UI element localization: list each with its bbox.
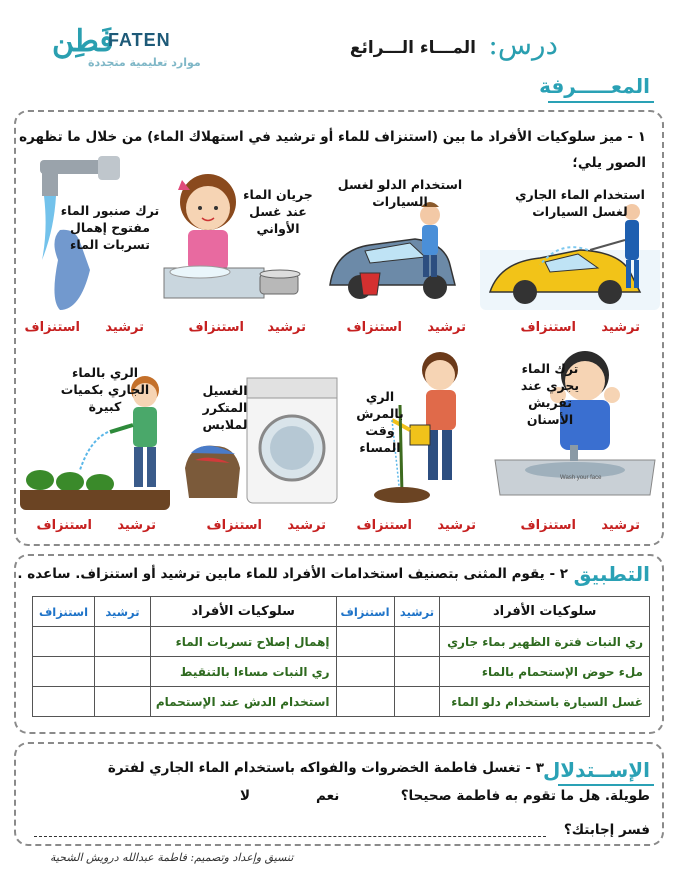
section-reasoning-underline [558, 784, 654, 786]
choice-istinzaf-r1c1[interactable]: استنزاف [520, 320, 576, 335]
card-label-washing-machine: الغسيل المتكرر لملابس [202, 383, 248, 432]
card-label-watering-can: الري بالمرش وقت المساء [356, 389, 404, 455]
col-behaviors-right: سلوكيات الأفراد [440, 597, 650, 627]
question2-text: ٢ - يقوم المثنى بتصنيف استخدامات الأفراد للماء مابين ترشيد أو استنزاف. ساعده . [17, 566, 568, 582]
choice-tarsheed-r2c3[interactable]: ترشيد [287, 518, 326, 533]
section-knowledge-underline [548, 101, 654, 103]
table-cell-answer[interactable] [95, 657, 151, 687]
table-cell-answer[interactable] [33, 657, 95, 687]
table-row [33, 687, 650, 717]
question3-line1: ٣ - تغسل فاطمة الخضروات والفواكه باستخدام الماء الجاري لفترة [107, 760, 544, 776]
table-cell-answer[interactable] [95, 687, 151, 717]
choice-istinzaf-r2c2[interactable]: استنزاف [356, 518, 412, 533]
choice-tarsheed-r2c2[interactable]: ترشيد [437, 518, 476, 533]
table-cell-answer[interactable] [336, 657, 394, 687]
table-cell-answer[interactable] [394, 657, 440, 687]
card-label-running-water-car: استخدام الماء الجاري لغسل السيارات [515, 187, 645, 219]
table-cell-answer[interactable] [33, 627, 95, 657]
choice-tarsheed-r1c3[interactable]: ترشيد [267, 320, 306, 335]
card-label-dishes: جريان الماء عند غسل الأواني [243, 187, 313, 236]
table-cell-answer[interactable] [336, 627, 394, 657]
section-reasoning-title: الإســتدلال [542, 758, 650, 782]
choice-istinzaf-r2c4[interactable]: استنزاف [36, 518, 92, 533]
table-row [33, 627, 650, 657]
table-cell-answer[interactable] [394, 687, 440, 717]
col-tarsheed-left: ترشيد [95, 597, 151, 627]
col-behaviors-left: سلوكيات الأفراد [150, 597, 336, 627]
card-label-faucet: ترك صنبور الماء مفتوح إهمال تسربات الماء [60, 203, 160, 252]
choice-istinzaf-r1c3[interactable]: استنزاف [188, 320, 244, 335]
choice-istinzaf-r1c2[interactable]: استنزاف [346, 320, 402, 335]
table-cell-answer[interactable] [394, 627, 440, 657]
table-cell-behavior: إهمال إصلاح تسربات الماء [150, 627, 336, 657]
card-label-bucket-car: استخدام الدلو لغسل السيارات [337, 177, 463, 209]
section-application-title: التطبيق [573, 562, 650, 586]
table-cell-answer[interactable] [33, 687, 95, 717]
choice-istinzaf-r2c3[interactable]: استنزاف [206, 518, 262, 533]
logo-arabic: فَطِن [52, 24, 114, 59]
footer-credit: تنسيق وإعداد وتصميم: فاطمة عبدالله درويش الشحية [50, 851, 294, 864]
answer-yes[interactable]: نعم [316, 788, 340, 804]
choice-tarsheed-r1c2[interactable]: ترشيد [427, 320, 466, 335]
choice-tarsheed-r2c1[interactable]: ترشيد [601, 518, 640, 533]
section-knowledge-title: المعـــــرفة [539, 74, 650, 98]
answer-no[interactable]: لا [240, 788, 251, 804]
table-cell-answer[interactable] [336, 687, 394, 717]
table-cell-behavior: استخدام الدش عند الإستحمام [150, 687, 336, 717]
card-label-garden-hose: الري بالماء الجاري بكميات كبيرة [60, 365, 150, 414]
logo-tagline: موارد تعليمية متجددة [88, 56, 201, 69]
question3-line2: طويلة. هل ما تقوم به فاطمة صحيحا؟ [400, 788, 650, 804]
lesson-title: المـــاء الـــرائع [349, 38, 476, 58]
dars-label: درس: [488, 28, 558, 61]
col-istinzaf-left: استنزاف [33, 597, 95, 627]
table-row [33, 657, 650, 687]
col-istinzaf-right: استنزاف [336, 597, 394, 627]
table-cell-behavior: ملء حوض الإستحمام بالماء [440, 657, 650, 687]
card-label-brushing: ترك الماء يجري عند تفريش الأسنان [520, 361, 580, 427]
question1-text: ١ - ميز سلوكيات الأفراد ما بين (استنزاف للماء أو ترشيد في استهلاك الماء) من خلال ما تظهره الصور يلي؛ [19, 129, 646, 171]
choice-tarsheed-r1c1[interactable]: ترشيد [601, 320, 640, 335]
table-cell-answer[interactable] [95, 627, 151, 657]
choice-istinzaf-r1c4[interactable]: استنزاف [24, 320, 80, 335]
explain-answer-line[interactable] [34, 836, 546, 837]
choice-tarsheed-r2c4[interactable]: ترشيد [117, 518, 156, 533]
table-cell-behavior: ري النبات فترة الظهير بماء جاري [440, 627, 650, 657]
choice-tarsheed-r1c4[interactable]: ترشيد [105, 320, 144, 335]
logo-english: FATEN [108, 30, 171, 50]
col-tarsheed-right: ترشيد [394, 597, 440, 627]
explain-label: فسر إجابتك؟ [563, 822, 650, 838]
table-cell-behavior: غسل السيارة باستخدام دلو الماء [440, 687, 650, 717]
sink-caption: Wash your face [560, 475, 602, 481]
choice-istinzaf-r2c1[interactable]: استنزاف [520, 518, 576, 533]
classification-table [32, 596, 650, 717]
table-cell-behavior: ري النبات مساءا بالتنقيط [150, 657, 336, 687]
